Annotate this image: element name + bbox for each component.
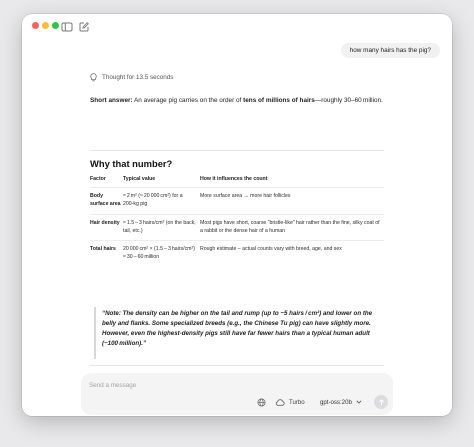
divider [90,365,384,366]
table-header-factor: Factor [90,176,106,182]
cloud-icon [275,399,285,406]
message-input[interactable] [89,379,369,391]
table-cell-influence: More surface area → more hair follicles [200,188,384,214]
short-answer-text: An average pig carries on the order of [132,97,244,104]
table-header-value: Typical value [123,176,156,182]
table-row [90,188,384,214]
short-answer-tail: —roughly 30–60 million. [314,97,383,104]
close-window-button[interactable] [32,22,39,29]
sidebar-toggle-icon[interactable] [61,20,73,32]
blockquote-bar [94,307,96,359]
arrow-up-icon [378,399,385,406]
factors-table [90,173,384,266]
table-row [90,241,384,267]
message-composer [81,373,393,415]
table-cell-value: ≈ 1.5 – 3 hairs/cm² (on the back, tail, etc.) [123,214,200,240]
table-cell-value: ≈ 2 m² (≈ 20 000 cm²) for a 200‑kg pig [123,188,200,214]
short-answer-label: Short answer: [90,97,133,104]
table-cell-value: 20 000 cm² × (1.5 – 3 hairs/cm²) ≈ 30 – 60 million [123,241,200,267]
short-answer-highlight: tens of millions of hairs [243,97,315,104]
zoom-window-button[interactable] [52,22,59,29]
new-chat-icon[interactable] [78,20,90,32]
table-cell-influence: Most pigs have short, coarse “bristle‑like” hair rather than the fine, silky coat of a rabbit or the dense hair of a human [200,214,384,240]
table-header-row [90,173,384,188]
turbo-toggle[interactable] [275,395,305,409]
web-search-button[interactable] [254,395,268,409]
short-answer [90,96,384,106]
table-cell-factor: Body surface area [90,188,123,214]
user-message-bubble: how many hairs has the pig? [341,43,440,58]
model-label: gpt-oss:20b [320,398,352,406]
note-blockquote: “Note: The density can be higher on the tail and rump (up to ~5 hairs / cm²) and lower on the belly and flanks. Some specialized breeds (e.g., the Chinese Tu pig) can have slightly more. However, even the highest‑density pigs still have far fewer hairs than a typical human adult (~100 million).” [102,310,373,348]
lightbulb-icon [90,73,97,82]
turbo-label: Turbo [289,398,305,406]
table-cell-factor: Hair density [90,214,123,240]
chevron-down-icon [356,400,362,404]
app-window [22,14,452,416]
title-bar [22,14,452,38]
divider [90,150,384,151]
table-cell-influence: Rough estimate – actual counts vary with breed, age, and sex [200,241,384,267]
table-cell-factor: Total hairs [90,241,123,267]
section-title: Why that number? [90,158,173,169]
thought-toggle[interactable] [90,72,173,82]
model-selector[interactable] [314,395,368,409]
minimize-window-button[interactable] [42,22,49,29]
globe-icon [257,398,266,407]
send-button[interactable] [374,395,388,409]
thought-label: Thought for 13.5 seconds [102,73,174,81]
table-header-influence: How it influences the count [200,176,268,182]
table-row [90,214,384,240]
